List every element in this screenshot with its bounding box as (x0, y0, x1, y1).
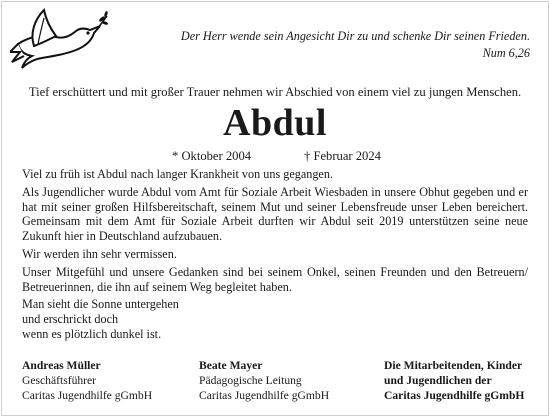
bible-verse (130, 28, 530, 62)
paragraph-1: Viel zu früh ist Abdul nach langer Krankheit von uns gegangen. (22, 167, 333, 181)
signature-org: Caritas Jugendhilfe gGmbH (384, 389, 525, 402)
signature-name: Andreas Müller (22, 359, 101, 372)
deceased-name: Abdul (223, 102, 327, 144)
signature-role: Geschäftsführer (22, 374, 97, 387)
signature-block-3 (384, 358, 524, 403)
signature-role: Pädagogische Leitung (199, 374, 302, 387)
verse-reference: Num 6,26 (482, 46, 530, 60)
signature-group-line-2: und Jugendlichen der (384, 374, 492, 387)
dove-with-olive-branch-icon (10, 6, 108, 70)
poem-line-1: Man sieht die Sonne untergehen (22, 297, 179, 312)
signature-group: Die Mitarbeitenden, Kinder (384, 359, 523, 372)
signature-org: Caritas Jugendhilfe gGmbH (199, 389, 330, 402)
obituary-body (22, 167, 528, 345)
birth-date: * Oktober 2004 (172, 149, 252, 163)
signature-block-2 (199, 358, 329, 403)
paragraph-3: Wir werden ihn sehr vermissen. (22, 246, 177, 261)
poem-line-2: und erschrickt doch (22, 312, 119, 327)
paragraph-4: Unser Mitgefühl und unsere Gedanken sind bei seinem Onkel, seinen Freunden und den Betreuern/ Betreuerinnen, die ihn auf seinem Weg begleitet haben. (22, 264, 528, 294)
poem (22, 297, 528, 341)
signature-name: Beate Mayer (199, 359, 263, 372)
signature-block-1 (22, 358, 152, 403)
verse-text: Der Herr wende sein Angesicht Dir zu und schenke Dir seinen Frieden. (180, 29, 530, 43)
signature-org: Caritas Jugendhilfe gGmbH (22, 389, 153, 402)
death-date: † Februar 2024 (304, 149, 381, 163)
poem-line-3: wenn es plötzlich dunkel ist. (22, 326, 162, 341)
paragraph-2: Als Jugendlicher wurde Abdul vom Amt für Soziale Arbeit Wiesbaden in unsere Obhut gegeben und er hat mit seiner großen Hilfsbereitschaft, seinem Mut und seiner Lebensfreude unser Leben bereichert. Gemeinsam mit dem Amt für Soziale Arbeit durften wir Abdul seit 2019 unterstützen seine neue Zukunft hier in Deutschland aufzubauen. (22, 184, 528, 244)
intro-text: Tief erschüttert und mit großer Trauer nehmen wir Abschied von einem viel zu jungen Menschen. (28, 85, 522, 99)
